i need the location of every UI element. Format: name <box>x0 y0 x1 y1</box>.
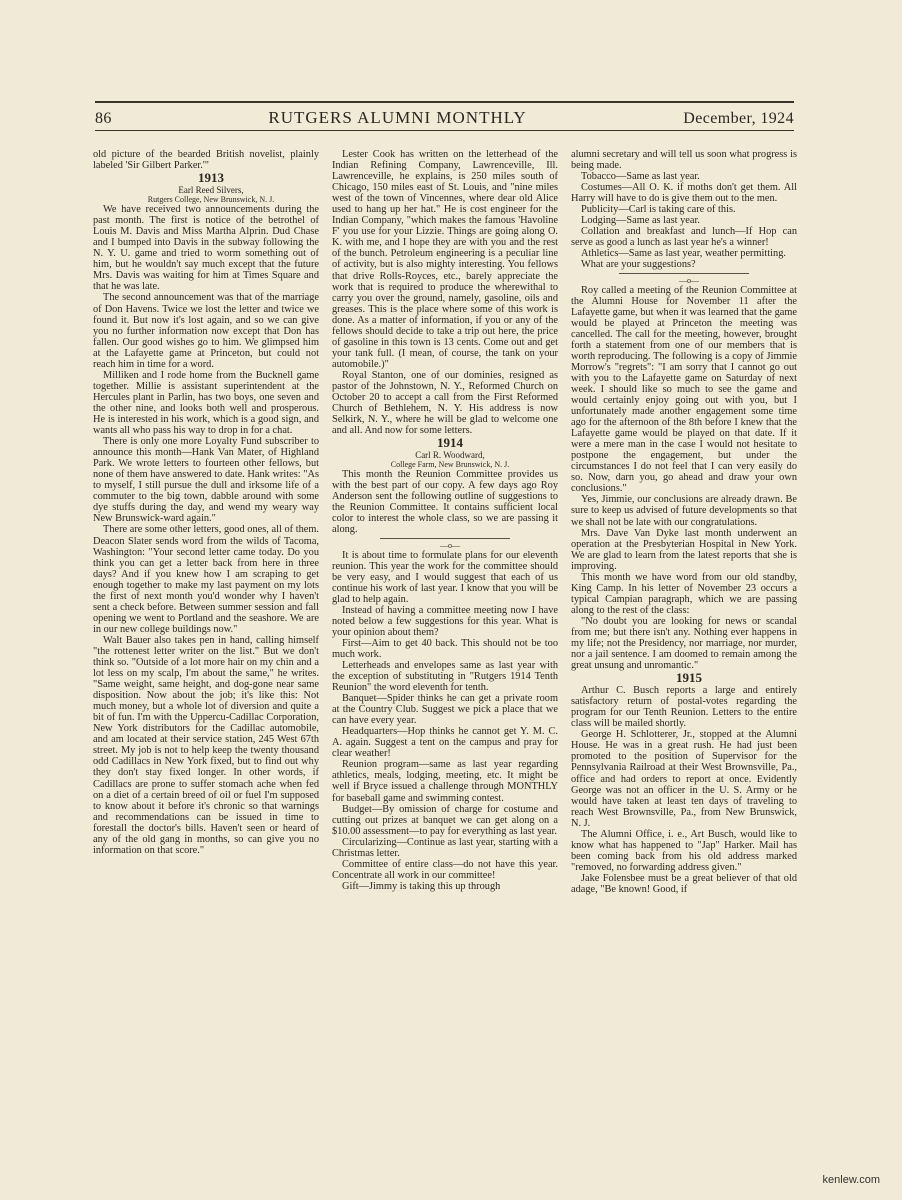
column-2 <box>332 149 558 1139</box>
paragraph: Gift—Jimmy is taking this up through <box>342 880 501 892</box>
paragraph: The second announcement was that of the marriage of Don Havens. Twice we lost the letter and twice we found it. But now it's lost again, and so we can give you no further information now except that Don has fallen. Our good wishes go to him. We glimpsed him at the Lafayette game at Princeton, but could not reach him in time for a word. <box>93 292 319 370</box>
section-separator: —o— <box>679 275 699 285</box>
correspondent-address: Rutgers College, New Brunswick, N. J. <box>147 195 275 205</box>
column-3 <box>571 149 797 1139</box>
class-year-heading: 1913 <box>198 170 224 186</box>
paragraph: Headquarters—Hop thinks he cannot get Y. M. C. A. again. Suggest a tent on the campus and pray for clear weather! <box>332 726 558 760</box>
paragraph: Circularizing—Continue as last year, starting with a Christmas letter. <box>332 836 558 859</box>
paragraph: Roy called a meeting of the Reunion Committee at the Alumni House for November 11 after the Lafayette game, but when it was learned that the game would be played at Princeton the meeting was cancelled. The call for the meeting, however, brought forth a statement from one of our members that is worth reproducing. The following is a copy of Jimmie Morrow's "regrets": "I am sorry that I cannot go out with you to the Lafayette game on Saturday of next week. I should like so much to see the game and would certainly enjoy going out with you, but I unfortunately made another engagement some time ago for the afternoon of the 8th before I knew that the Lafayette game would be played on that date. If it were a mere man in the case I would not hesitate to postpone the engagement, but under the circumstances I do not feel that I can very easily do so. Now, darn you, go ahead and draw your own conclusions." <box>571 284 797 495</box>
issue-date: December, 1924 <box>683 110 794 127</box>
header-top-rule <box>95 101 794 103</box>
paragraph: Milliken and I rode home from the Bucknell game together. Millie is assistant superintendent at the Hercules plant in Parlin, has two boys, one seven and the other nine, and looks both well and prosperous. He is interested in his work, which is a good sign, and wants all who pass his way to drop in for a chat. <box>93 369 319 437</box>
publication-title: RUTGERS ALUMNI MONTHLY <box>268 108 527 127</box>
section-separator: —o— <box>440 540 460 550</box>
column-1 <box>93 149 319 1139</box>
section-divider <box>619 273 749 274</box>
section-divider <box>380 538 510 539</box>
paragraph: Costumes—All O. K. if moths don't get them. All Harry will have to do is give them out to the men. <box>571 182 797 205</box>
paragraph: Reunion program—same as last year regarding athletics, meals, lodging, meeting, etc. It might be well if Bryce issued a challenge through MONTHLY for baseball game and swimming contest. <box>332 759 558 804</box>
paragraph: There is only one more Loyalty Fund subscriber to announce this month—Hank Van Mater, of Highland Park. We wrote letters to fourteen other fellows, but none of them have answered to date. Hank writes: "As to myself, I still pursue the dull and irksome life of a commuter to the big town, dabble around with some dye stuffs during the day, and wend my weary way New Brunswick-ward again." <box>93 436 319 525</box>
correspondent-name: Carl R. Woodward, <box>415 450 485 461</box>
class-year-heading: 1915 <box>676 670 702 686</box>
paragraph: Tobacco—Same as last year. <box>581 171 700 183</box>
paragraph: "No doubt you are looking for news or scandal from me; but there isn't any. Nothing ever happens in my life; not the Presidency, nor marriage, nor murder, nor a jail sentence. I am doomed to remain among the great unsung and unromantic." <box>571 615 797 672</box>
paragraph: This month the Reunion Committee provides us with the best part of our copy. A few days ago Roy Anderson sent the following outline of suggestions to the Reunion Committee. It contains sufficient local color to interest the whole class, so we are passing it along. <box>332 469 558 536</box>
paragraph: Mrs. Dave Van Dyke last month underwent an operation at the Presbyterian Hospital in New York. We are glad to learn from the latest reports that she is improving. <box>571 527 797 572</box>
correspondent-name: Earl Reed Silvers, <box>178 185 244 196</box>
paragraph: Collation and breakfast and lunch—If Hop can serve as good a lunch as last year he's a winner! <box>571 226 797 249</box>
paragraph: Jake Folensbee must be a great believer of that old adage, "Be known! Good, if <box>571 872 797 895</box>
header-bottom-rule <box>95 130 794 131</box>
correspondent-address: College Farm, New Brunswick, N. J. <box>390 460 510 470</box>
paragraph: It is about time to formulate plans for our eleventh reunion. This year the work for the committee should be very easy, and I would suggest that each of us continue his work of last year. I know that you will be glad to help again. <box>332 549 558 605</box>
paragraph: Arthur C. Busch reports a large and entirely satisfactory return of postal-votes regarding the program for our Tenth Reunion. Letters to the entire class will be mailed shortly. <box>571 685 797 730</box>
page-header <box>95 108 794 128</box>
paragraph: alumni secretary and will tell us soon what progress is being made. <box>571 149 797 172</box>
paragraph: The Alumni Office, i. e., Art Busch, would like to know what has happened to "Jap" Harker. Mail has been coming back from his old address marked "removed, no forwarding address given." <box>571 828 797 873</box>
paragraph: Committee of entire class—do not have this year. Concentrate all work in our committee! <box>332 858 558 881</box>
paragraph: Budget—By omission of charge for costume and cutting out prizes at banquet we can get along on a $10.00 assessment—to pay for everything as last year. <box>332 803 558 837</box>
paragraph: Royal Stanton, one of our dominies, resigned as pastor of the Johnstown, N. Y., Reformed Church on October 20 to accept a call from the First Reformed Church of Bethlehem, N. Y. His address is now Selkirk, N. Y., where he will be glad to welcome one and all. And now for some letters. <box>332 369 558 437</box>
paragraph: Walt Bauer also takes pen in hand, calling himself "the rottenest letter writer on the list." But we don't think so. "Outside of a lot more hair on my chin and a lot less on my scalp, I'm about the same," he writes. "Same weight, same height, and dog-gone near same disposition. Now about the job; it's like this: Not much money, but a whole lot of diversion and quite a bit of fun. I'm with the Uppercu-Cadillac Corporation, New York distributors for the Cadillac automobile, and am located at their service station, 245 West 67th street. My job is not to help keep the twenty thousand odd Cadillacs in New York fixed, but to find out why they don't stay fixed longer. In other words, if Cadillacs are prone to suffer stomach ache when fed on a diet of a certain breed of oil or fuel I'm supposed to know about it before it's chronic so that warnings and recommendations can be issued in time to forestall the doctor's bills. Haven't seen or heard of any of the old gang in months, so can give you no information on that score." <box>93 634 319 856</box>
paragraph: Lester Cook has written on the letterhead of the Indian Refining Company, Lawrenceville, Ill. Lawrenceville, he explains, is 250 miles south of Chicago, 150 miles east of St. Louis, and "nine miles west of the town of Vincennes, where dear old Alice used to hang up her hat." He is cost engineer for the Indian Company, "which makes the famous 'Havoline F' you use for your Lizzie. Things are going along O. K. with me, and I hope they are with you and the rest of the bunch. Petroleum engineering is a peculiar line of activity, but is also mighty interesting. You fellows that drive Rolls-Royces, etc., barely appreciate the work that is required to produce the wherewithal to carry you over the ground, namely, gasoline, oils and greases. This is the place where some of this work is done. As a matter of information, if you or any of the fellows should decide to take a trip out here, the price of gasoline in this town is 13 cents. Come out and get your tank full. (I mean, of course, the tank on your automobile.)" <box>332 149 558 370</box>
paragraph: Yes, Jimmie, our conclusions are already drawn. Be sure to keep us advised of future developments so that we shall not be late with our congratulations. <box>571 494 797 528</box>
class-year-heading: 1914 <box>437 435 463 451</box>
paragraph: First—Aim to get 40 back. This should not be too much work. <box>332 637 558 660</box>
paragraph: Lodging—Same as last year. <box>581 215 700 227</box>
article-columns <box>93 149 797 1139</box>
paragraph: We have received two announcements during the past month. The first is notice of the betrothel of Louis M. Davis and Miss Martha Alprin. Dud Chase and I bumped into Davis in the subway following the N. Y. U. game and tried to worm something out of him, but he wouldn't say much except that the future Mrs. Davis was waiting for him at Times Square and that he was late. <box>93 204 319 293</box>
paragraph: There are some other letters, good ones, all of them. Deacon Slater sends word from the wilds of Tacoma, Washington: "Your second letter came today. Do you think you can get a letter back from here in three days? And if you knew how I am scraping to get enough together to make my last payment on my lots the first of next month you'd wonder why I haven't sent a check before. Between summer session and fall opening we went to Portland and the seashore. We are in our new college buildings now." <box>93 524 319 635</box>
paragraph: Publicity—Carl is taking care of this. <box>581 204 736 216</box>
paragraph: This month we have word from our old standby, King Camp. In his letter of November 23 occurs a typical Campian paragraph, which we are passing along to the rest of the class: <box>571 571 797 616</box>
paragraph: Banquet—Spider thinks he can get a private room at the Country Club. Suggest we pick a place that we can have every year. <box>332 693 558 727</box>
watermark-text: kenlew.com <box>822 1174 880 1186</box>
paragraph: Letterheads and envelopes same as last year with the exception of substituting in "Rutgers 1914 Tenth Reunion" the word eleventh for tenth. <box>332 659 558 694</box>
paragraph: Athletics—Same as last year, weather permitting. <box>581 248 786 260</box>
paragraph: What are your suggestions? <box>581 259 696 271</box>
page-number: 86 <box>95 110 112 127</box>
paragraph: George H. Schlotterer, Jr., stopped at the Alumni House. He was in a great rush. He had just been promoted to the position of Supervisor for the Pennsylvania Railroad at their West Brownsville, Pa., office and had orders to report at once. Evidently George was not an officer in the U. S. Army or he would have taken at least ten days of traveling to reach West Brownsville, Pa., from New Brunswick, N. J. <box>571 729 797 829</box>
paragraph: old picture of the bearded British novelist, plainly labeled 'Sir Gilbert Parker.'" <box>93 149 319 172</box>
paragraph: Instead of having a committee meeting now I have noted below a few suggestions for this year. What is your opinion about them? <box>332 604 558 638</box>
